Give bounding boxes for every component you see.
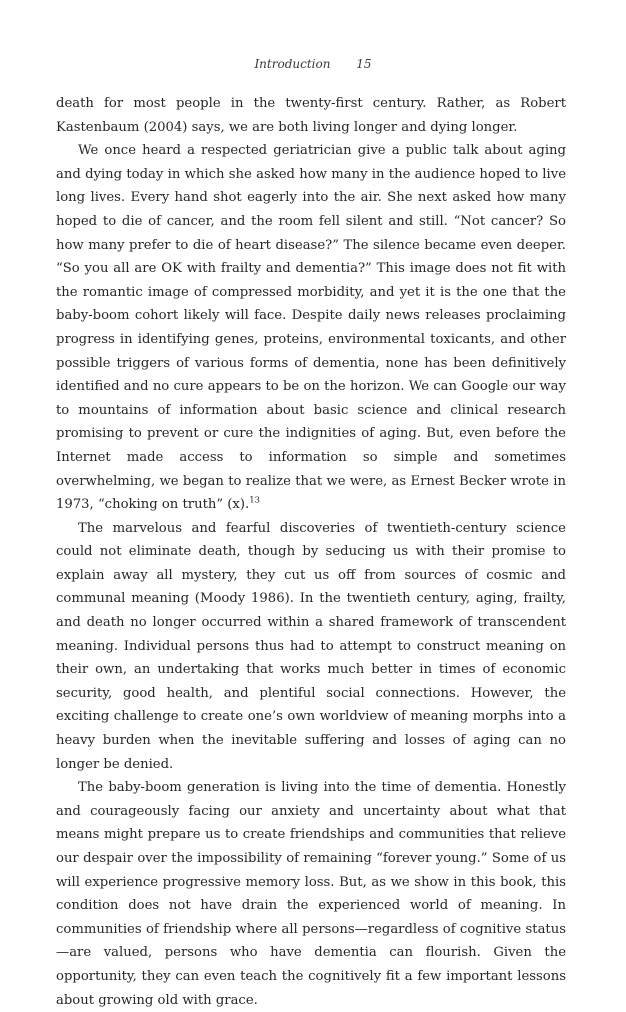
running-title: Introduction <box>254 57 331 71</box>
paragraph-text: We once heard a respected geriatrician give a public talk about aging and dying today in which she asked how many in the audience hoped to live long lives. Every hand shot eagerly into the air. She next asked how many hoped to die of cancer, and the room fell silent and still. “Not cancer? So how many prefer to die of heart disease?” The silence became even deeper. “So you all are OK with frailty and dementia?” This image does not fit with the romantic image of compressed morbidity, and yet it is the one that the baby-boom cohort likely will face. Despite daily news releases proclaiming progress in identifying genes, proteins, environmental toxicants, and other possible triggers of various forms of dementia, none has been definitively identified and no cure appears to be on the horizon. We can Google our way to mountains of information about basic science and clinical research promising to prevent or cure the indignities of aging. But, even before the Internet made access to information so simple and sometimes overwhelming, we began to realize that we were, as Ernest Becker wrote in 1973, “choking on truth” (x). <box>56 143 566 513</box>
running-head <box>0 57 626 71</box>
paragraph-continuation <box>56 92 566 139</box>
paragraph-text: The baby-boom generation is living into the time of dementia. Honestly and courageously facing our anxiety and uncertainty about what that means might prepare us to create friendships and communities that relieve our despair over the impossibility of remaining “forever young.” Some of us will experience progressive memory loss. But, as we show in this book, this condition does not have drain the experienced world of meaning. In communities of friendship where all persons—regardless of cognitive status—are valued, persons who have dementia can flourish. Given the opportunity, they can even teach the cognitively fit a few important lessons about growing old with grace. <box>56 780 566 1008</box>
body-text <box>56 92 566 1012</box>
footnote-reference[interactable]: 13 <box>249 495 261 506</box>
paragraph-science <box>56 517 566 777</box>
paragraph-baby-boom <box>56 776 566 1012</box>
page-number: 15 <box>356 57 372 71</box>
paragraph-geriatrician <box>56 139 566 517</box>
paragraph-text: death for most people in the twenty-first century. Rather, as Robert Kastenbaum (2004) says, we are both living longer and dying longer. <box>56 96 566 135</box>
paragraph-text: The marvelous and fearful discoveries of twentieth-century science could not eliminate death, though by seducing us with their promise to explain away all mystery, they cut us off from sources of cosmic and communal meaning (Moody 1986). In the twentieth century, aging, frailty, and death no longer occurred within a shared framework of transcendent meaning. Individual persons thus had to attempt to construct meaning on their own, an undertaking that works much better in times of economic security, good health, and plentiful social connections. However, the exciting challenge to create one’s own worldview of meaning morphs into a heavy burden when the inevitable suffering and losses of aging can no longer be denied. <box>56 520 566 772</box>
